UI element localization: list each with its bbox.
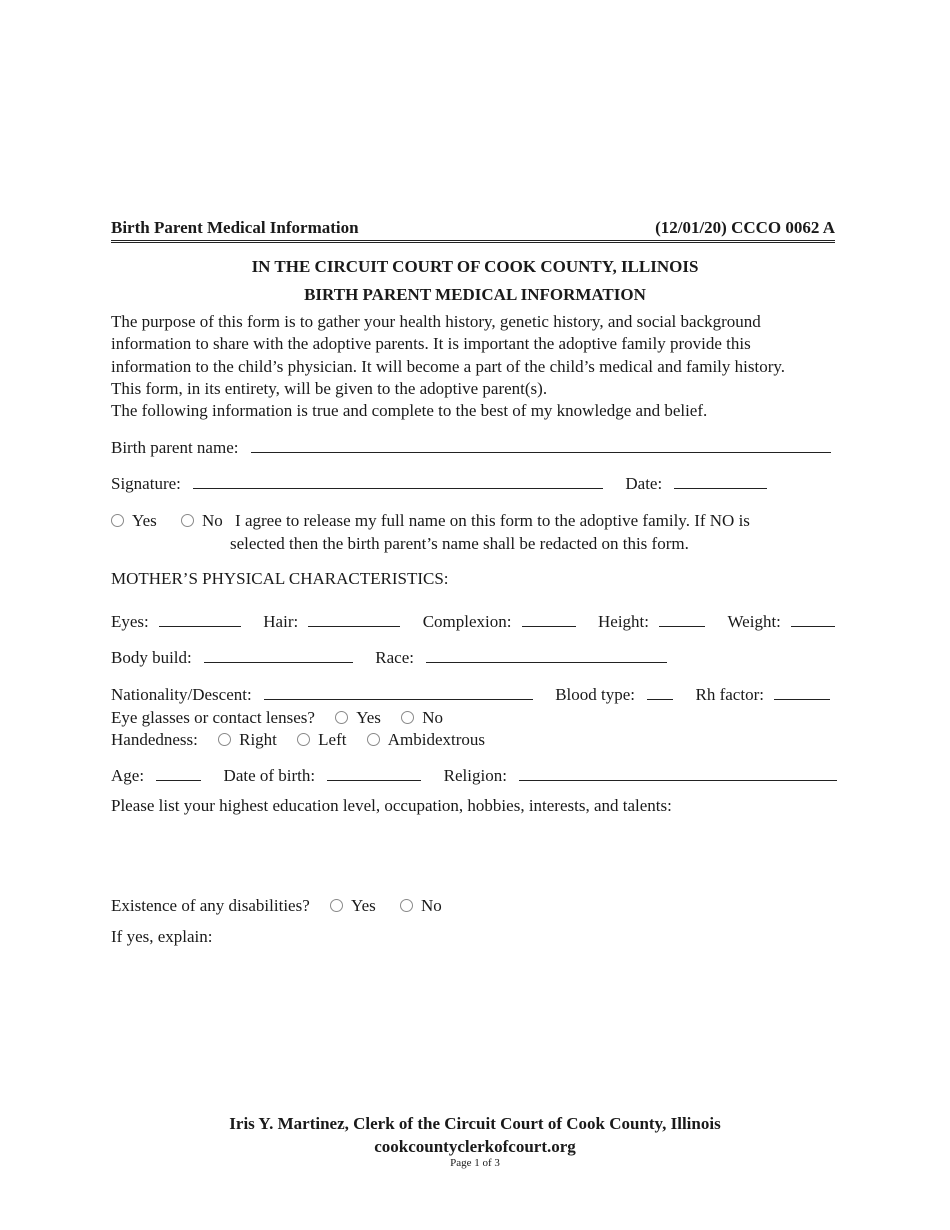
eyeglasses-yes-radio[interactable] bbox=[335, 711, 348, 724]
education-prompt: Please list your highest education level, occupation, hobbies, interests, and talents: bbox=[111, 796, 672, 815]
court-title: IN THE CIRCUIT COURT OF COOK COUNTY, ILLINOIS bbox=[251, 257, 699, 276]
body-build-label: Body build: bbox=[111, 648, 192, 667]
height-label: Height: bbox=[598, 612, 649, 631]
eyes-label: Eyes: bbox=[111, 612, 149, 631]
handedness-left-radio[interactable] bbox=[297, 733, 310, 746]
birth-parent-name-field[interactable] bbox=[251, 437, 831, 453]
weight-field[interactable] bbox=[791, 611, 835, 627]
rh-factor-label: Rh factor: bbox=[695, 685, 764, 704]
religion-label: Religion: bbox=[443, 766, 507, 785]
handedness-left-label: Left bbox=[318, 730, 347, 749]
rh-factor-field[interactable] bbox=[774, 684, 830, 700]
release-no-label: No bbox=[202, 511, 223, 530]
dob-field[interactable] bbox=[327, 765, 421, 781]
disabilities-row bbox=[111, 895, 442, 917]
release-no-radio[interactable] bbox=[181, 514, 194, 527]
handedness-label: Handedness: bbox=[111, 730, 198, 749]
nationality-row bbox=[111, 684, 830, 706]
eyeglasses-row bbox=[111, 707, 443, 729]
handedness-row bbox=[111, 729, 485, 751]
handedness-ambidextrous-radio[interactable] bbox=[367, 733, 380, 746]
blood-type-label: Blood type: bbox=[555, 685, 635, 704]
disabilities-label: Existence of any disabilities? bbox=[111, 896, 310, 915]
mother-section-heading: MOTHER’S PHYSICAL CHARACTERISTICS: bbox=[111, 569, 449, 588]
disabilities-no-radio[interactable] bbox=[400, 899, 413, 912]
age-field[interactable] bbox=[156, 765, 201, 781]
intro-line: information to share with the adoptive parents. It is important the adoptive family provide this bbox=[111, 334, 751, 354]
intro-line: The following information is true and complete to the best of my knowledge and belief. bbox=[111, 401, 708, 421]
nationality-field[interactable] bbox=[264, 684, 533, 700]
race-field[interactable] bbox=[426, 647, 667, 663]
height-field[interactable] bbox=[659, 611, 705, 627]
nationality-label: Nationality/Descent: bbox=[111, 685, 252, 704]
handedness-right-label: Right bbox=[239, 730, 277, 749]
disabilities-explain-area[interactable] bbox=[111, 952, 835, 1082]
birth-parent-name-label: Birth parent name: bbox=[111, 438, 239, 457]
body-build-row bbox=[111, 647, 667, 669]
date-label: Date: bbox=[625, 474, 663, 493]
eyeglasses-label: Eye glasses or contact lenses? bbox=[111, 708, 315, 727]
weight-label: Weight: bbox=[727, 612, 781, 631]
handedness-ambidextrous-label: Ambidextrous bbox=[387, 730, 486, 749]
release-text-line1: I agree to release my full name on this form to the adoptive family. If NO is bbox=[235, 511, 750, 530]
eyeglasses-yes-label: Yes bbox=[356, 708, 381, 727]
eyes-row bbox=[111, 611, 835, 633]
signature-label: Signature: bbox=[111, 474, 181, 493]
form-header bbox=[111, 218, 835, 243]
form-number: (12/01/20) CCCO 0062 A bbox=[655, 218, 835, 237]
religion-field[interactable] bbox=[519, 765, 837, 781]
release-yes-label: Yes bbox=[132, 511, 157, 530]
disabilities-no-label: No bbox=[421, 896, 442, 915]
hair-label: Hair: bbox=[263, 612, 299, 631]
intro-line: This form, in its entirety, will be given to the adoptive parent(s). bbox=[111, 378, 548, 398]
footer-page-number: Page 1 of 3 bbox=[450, 1157, 500, 1169]
complexion-label: Complexion: bbox=[422, 612, 512, 631]
release-consent-row bbox=[111, 510, 750, 532]
form-header-title: Birth Parent Medical Information bbox=[111, 218, 359, 237]
intro-line: The purpose of this form is to gather your health history, genetic history, and social background bbox=[111, 312, 761, 331]
birth-parent-name-row bbox=[111, 437, 831, 459]
race-label: Race: bbox=[375, 648, 414, 667]
complexion-field[interactable] bbox=[522, 611, 576, 627]
intro-line: information to the child’s physician. It will become a part of the child’s medical and family history. bbox=[111, 356, 786, 376]
disabilities-explain-label: If yes, explain: bbox=[111, 927, 213, 946]
hair-field[interactable] bbox=[308, 611, 400, 627]
handedness-right-radio[interactable] bbox=[218, 733, 231, 746]
disabilities-yes-label: Yes bbox=[351, 896, 376, 915]
release-yes-radio[interactable] bbox=[111, 514, 124, 527]
eyeglasses-no-label: No bbox=[422, 708, 443, 727]
disabilities-yes-radio[interactable] bbox=[330, 899, 343, 912]
footer-website[interactable]: cookcountyclerkofcourt.org bbox=[374, 1137, 576, 1156]
education-response-area[interactable] bbox=[111, 820, 835, 890]
date-field[interactable] bbox=[674, 473, 767, 489]
intro-paragraph bbox=[111, 311, 851, 422]
signature-field[interactable] bbox=[193, 473, 603, 489]
eyeglasses-no-radio[interactable] bbox=[401, 711, 414, 724]
age-label: Age: bbox=[111, 766, 145, 785]
dob-label: Date of birth: bbox=[223, 766, 316, 785]
footer-clerk: Iris Y. Martinez, Clerk of the Circuit Court of Cook County, Illinois bbox=[229, 1114, 721, 1133]
blood-type-field[interactable] bbox=[647, 684, 673, 700]
age-row bbox=[111, 765, 837, 787]
form-title: BIRTH PARENT MEDICAL INFORMATION bbox=[304, 285, 646, 304]
signature-row bbox=[111, 473, 767, 495]
eyes-field[interactable] bbox=[159, 611, 241, 627]
release-text-line2: selected then the birth parent’s name shall be redacted on this form. bbox=[230, 534, 689, 553]
body-build-field[interactable] bbox=[204, 647, 353, 663]
